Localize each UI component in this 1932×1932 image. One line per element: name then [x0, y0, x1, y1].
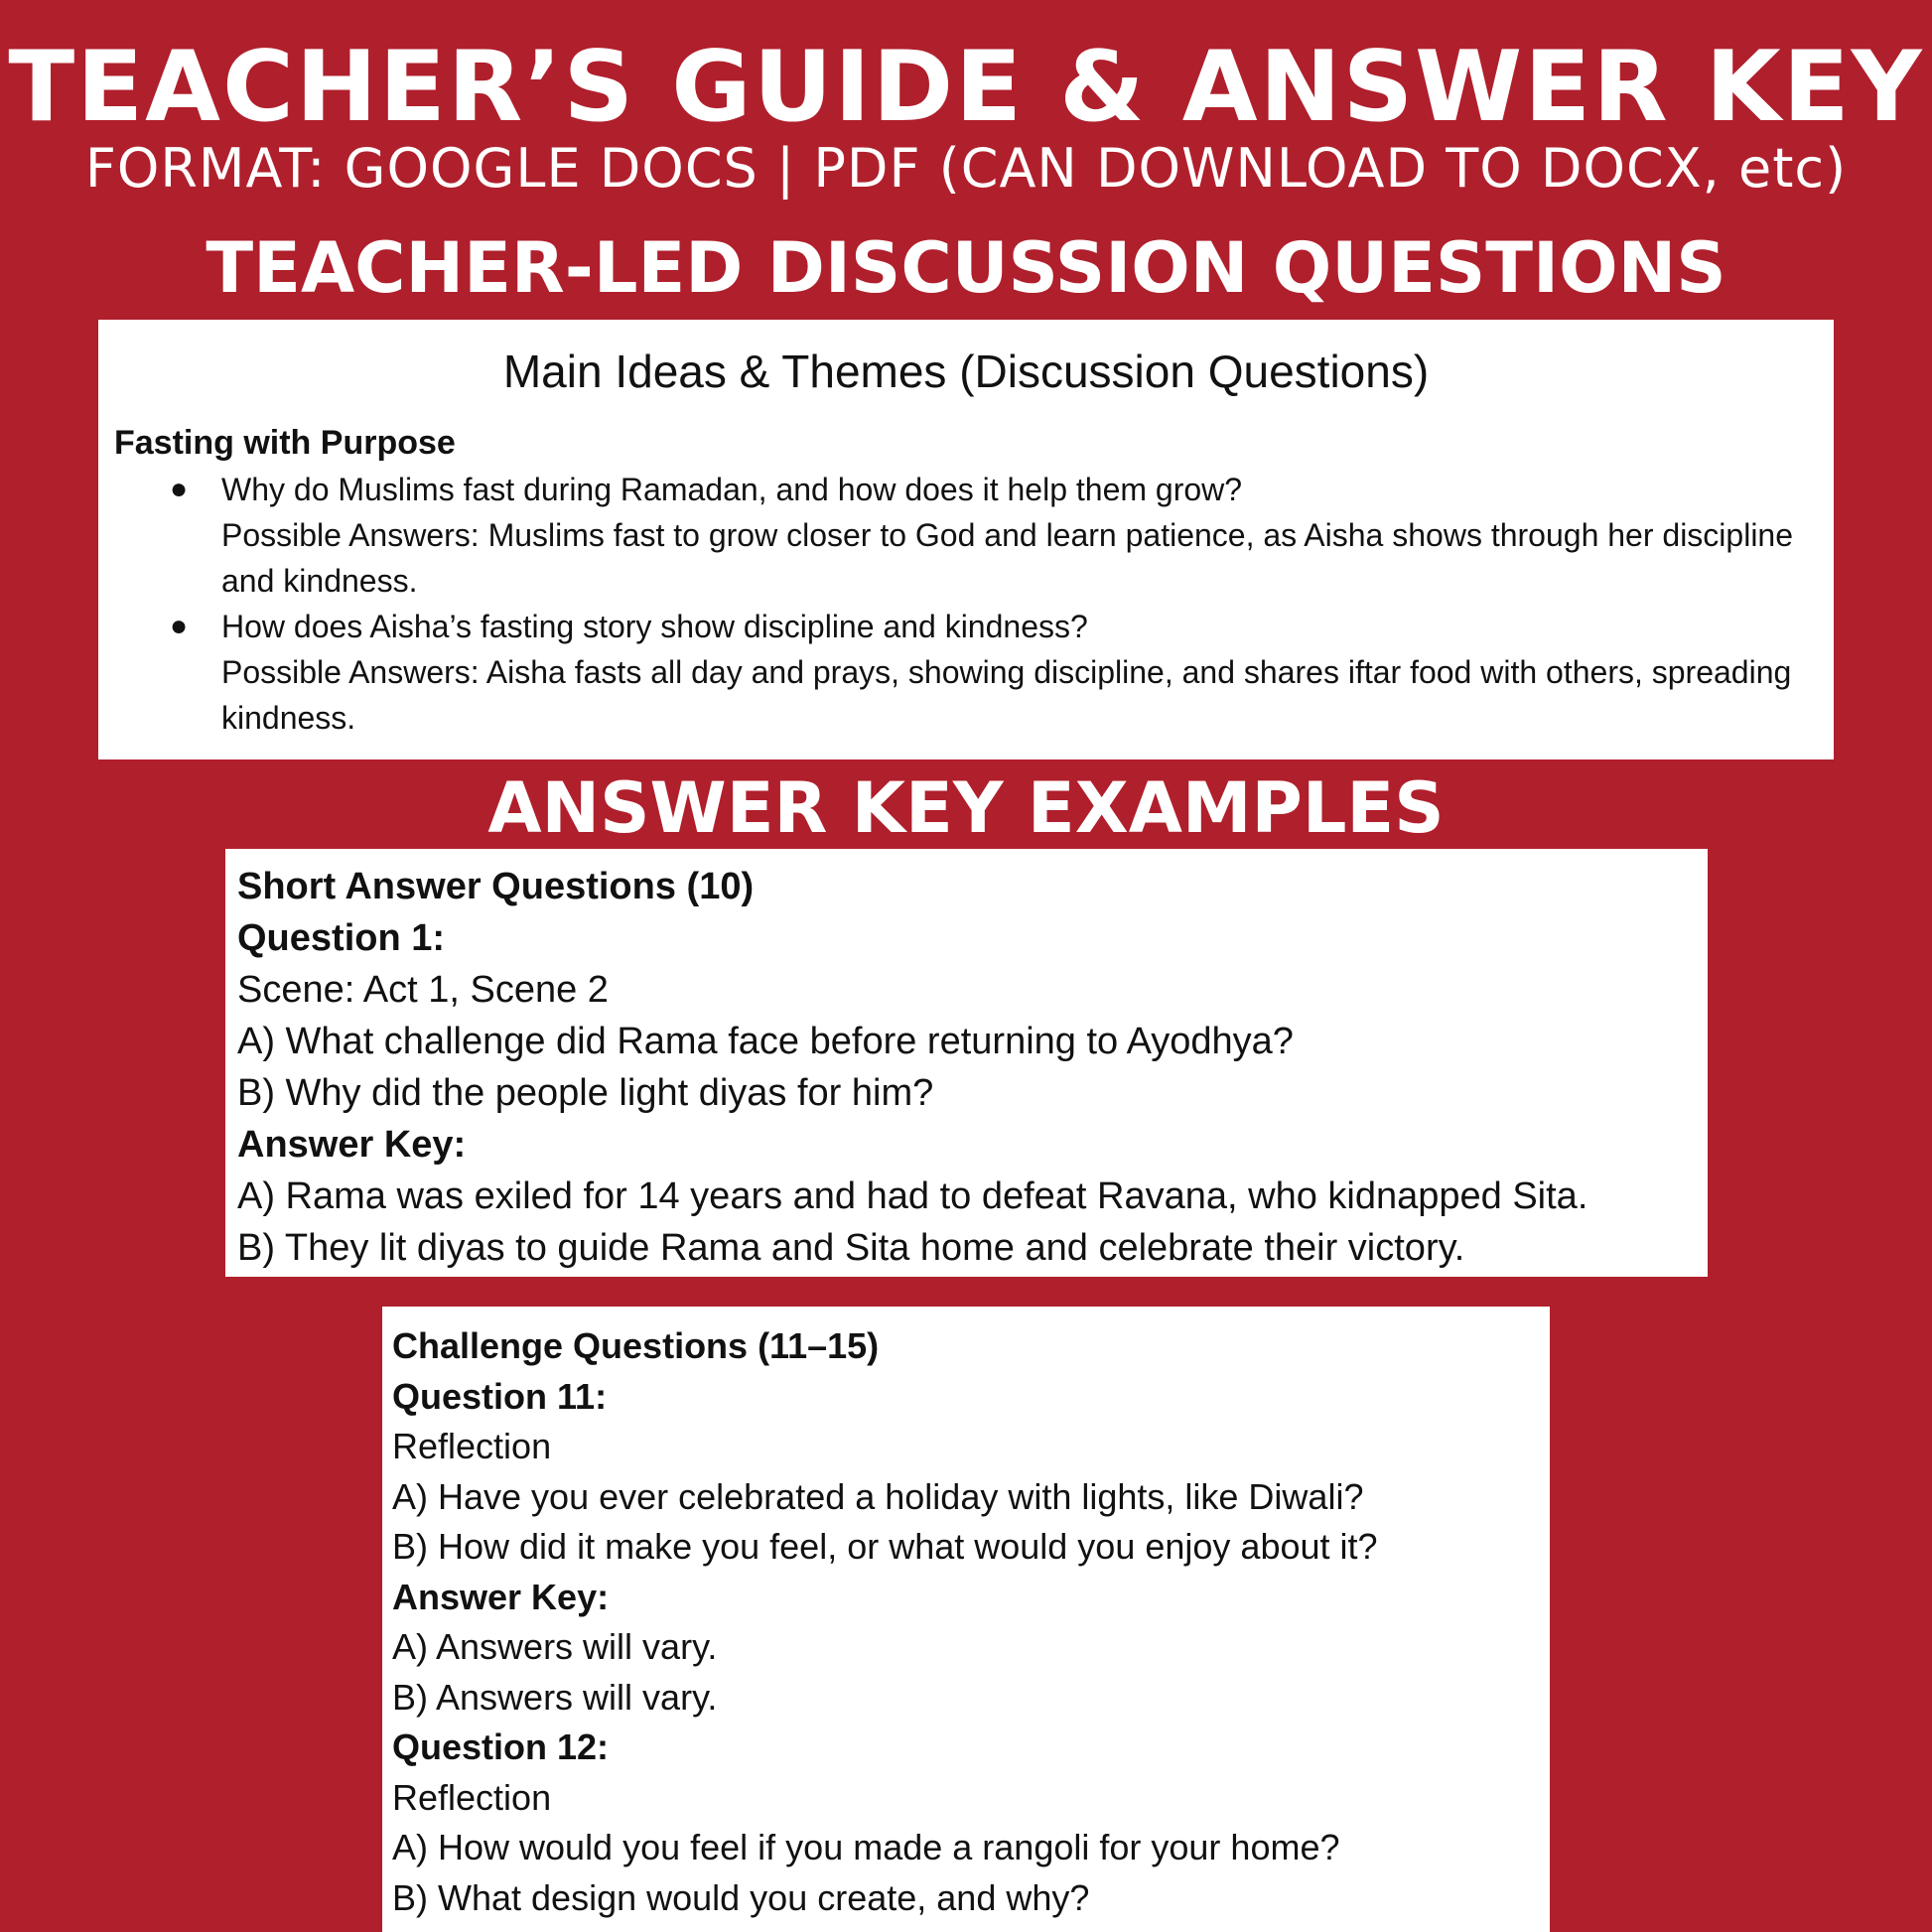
- answer-key-heading: ANSWER KEY EXAMPLES: [487, 767, 1445, 849]
- question-11-type: Reflection: [392, 1426, 552, 1466]
- answer-11-part-b: B) Answers will vary.: [392, 1676, 718, 1718]
- discussion-doc-title: Main Ideas & Themes (Discussion Questions): [502, 345, 1430, 397]
- question-12-part-a: A) How would you feel if you made a rangoli for your home?: [392, 1827, 1340, 1867]
- answer-11-part-a: A) Answers will vary.: [392, 1626, 718, 1667]
- short-answer-title: Short Answer Questions (10): [237, 866, 755, 907]
- answer-part-a: A) Rama was exiled for 14 years and had to defeat Ravana, who kidnapped Sita.: [237, 1175, 1588, 1217]
- discussion-question-item: [114, 467, 1818, 604]
- scene-label: Scene: Act 1, Scene 2: [237, 969, 609, 1011]
- discussion-answer: Possible Answers: Aisha fasts all day and prays, showing discipline, and shares iftar food with others, spreading kindness.: [221, 654, 1792, 736]
- challenge-title: Challenge Questions (11–15): [392, 1325, 880, 1366]
- answer-key-label: Answer Key:: [237, 1124, 467, 1166]
- question-label: Question 1:: [237, 917, 446, 959]
- page-title: TEACHER’S GUIDE & ANSWER KEY: [8, 31, 1924, 144]
- discussion-question-item: [114, 604, 1818, 741]
- bullet-dot-icon: ●: [170, 473, 189, 505]
- bullet-dot-icon: ●: [170, 610, 189, 642]
- question-12-type: Reflection: [392, 1776, 552, 1818]
- short-answer-panel: [225, 849, 1708, 1277]
- challenge-questions-panel: [382, 1307, 1550, 1932]
- question-11-part-a: A) Have you ever celebrated a holiday with lights, like Diwali?: [392, 1475, 1364, 1517]
- question-11-part-b: B) How did it make you feel, or what would you enjoy about it?: [392, 1526, 1378, 1567]
- discussion-answer: Possible Answers: Muslims fast to grow closer to God and learn patience, as Aisha shows through her discipline and kindness.: [221, 517, 1794, 599]
- format-subtitle: FORMAT: GOOGLE DOCS | PDF (CAN DOWNLOAD TO DOCX, etc): [84, 137, 1848, 200]
- discussion-question-list: [114, 467, 1818, 741]
- question-part-a: A) What challenge did Rama face before returning to Ayodhya?: [237, 1021, 1294, 1062]
- question-11-label: Question 11:: [392, 1375, 608, 1417]
- discussion-subheading: Fasting with Purpose: [114, 424, 456, 462]
- answer-key-label: Answer Key:: [392, 1576, 610, 1617]
- question-12-label: Question 12:: [392, 1726, 610, 1767]
- answer-part-b: B) They lit diyas to guide Rama and Sita home and celebrate their victory.: [237, 1227, 1465, 1269]
- question-part-b: B) Why did the people light diyas for him?: [237, 1072, 934, 1114]
- discussion-document-panel: [98, 320, 1834, 759]
- discussion-heading: TEACHER-LED DISCUSSION QUESTIONS: [206, 227, 1726, 309]
- discussion-question: How does Aisha’s fasting story show discipline and kindness?: [221, 609, 1088, 644]
- question-12-part-b: B) What design would you create, and why?: [392, 1876, 1090, 1918]
- discussion-question: Why do Muslims fast during Ramadan, and how does it help them grow?: [221, 472, 1243, 507]
